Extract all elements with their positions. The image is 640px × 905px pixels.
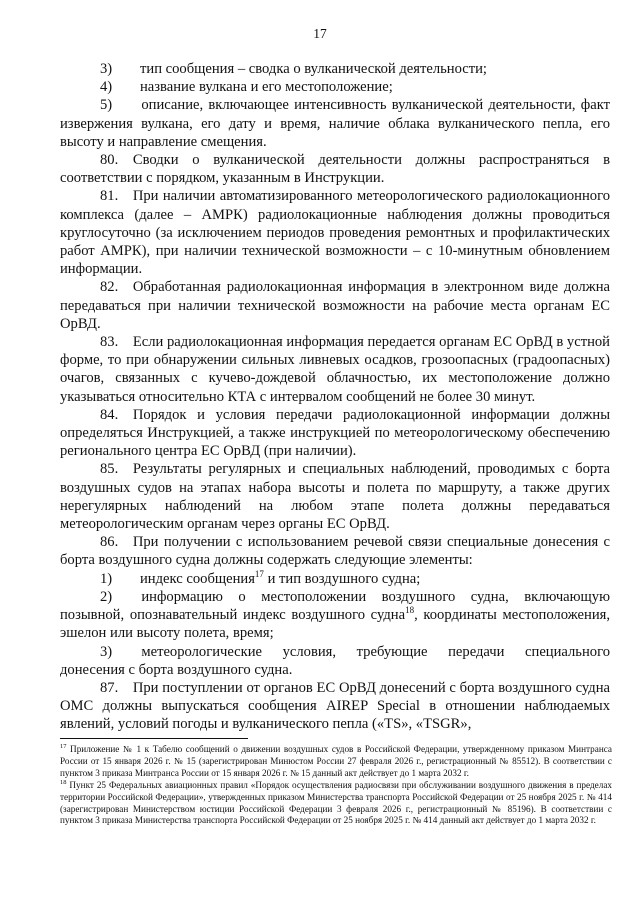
- footnotes: [60, 744, 612, 827]
- list-item: [60, 96, 610, 151]
- paragraph-85: 85. Результаты регулярных и специальных наблюдений, проводимых с борта воздушных судов на этапах набора высоты и полета по маршруту, а также других нерегулярных наблюдений на любом этапе полета должны передаваться метеорологическим органам через органы ЕС ОрВД.: [60, 461, 610, 533]
- footnote-text: Пункт 25 Федеральных авиационных правил «Порядок осуществления радиосвязи при обслуживании воздушного движения в пределах территории Российской Федерации», утвержденных приказом Министерства транспорта Российской Федерации от 25 ноября 2025 г. № 414 (зарегистрирован Министерством юстиции Российской Федерации 3 февраля 2026 г., регистрационный № 85196). В соответствии с пунктом 3 приказа Министерства транспорта Российской Федерации от 25 ноября 2025 г. № 414 данный акт действует до 1 марта 2032 г.: [60, 779, 612, 826]
- footnote-ref[interactable]: 18: [405, 605, 415, 616]
- list-item: [60, 78, 610, 96]
- paragraph-82: 82. Обработанная радиолокационная информация в электронном виде должна передаваться при наличии технической возможности на рабочие места органам ЕС ОрВД.: [60, 279, 610, 332]
- document-body: [60, 60, 610, 734]
- list-number: 3): [100, 643, 113, 660]
- paragraph-84: 84. Порядок и условия передачи радиолокационной информации должны определяться Инструкцией, а также инструкцией по метеорологическому обеспечению регионального центра ЕС ОрВД (при наличии).: [60, 406, 610, 460]
- footnote-text: Приложение № 1 к Табелю сообщений о движении воздушных судов в Российской Федерации, утвержденному приказом Минтранса России от 15 января 2026 г. № 15 (зарегистрирован Минюстом России 27 февраля 2026 г., регистрационный № 85512). В соответствии с пунктом 3 приказа Минтранса России от 15 января 2026 г. № 15 данный акт действует до 1 марта 2032 г.: [60, 744, 612, 778]
- list-number: 5): [100, 97, 113, 114]
- list-item: [60, 570, 610, 588]
- list-number: 3): [100, 61, 113, 77]
- paragraph-83: 83. Если радиолокационная информация передается органам ЕС ОрВД в устной форме, то при обнаружении сильных ливневых осадков, грозоопасных (градоопасных) очагов, связанных с кучево-дождевой облачностью, их местоположение должно указываться относительно КТА с интервалом сообщений не более 30 минут.: [60, 334, 610, 405]
- paragraph-80: 80. Сводки о вулканической деятельности должны распространяться в соответствии с порядком, указанным в Инструкции.: [60, 152, 610, 187]
- list-number: 1): [100, 570, 113, 587]
- footnote: [60, 780, 612, 828]
- list-item: [60, 643, 610, 679]
- list-text: и тип воздушного судна;: [263, 570, 421, 587]
- footnote-mark: 18: [60, 778, 67, 786]
- footnote: [60, 744, 612, 780]
- list-number: 2): [100, 588, 113, 605]
- list-number: 4): [100, 79, 113, 96]
- list-text: индекс сообщения: [140, 570, 255, 587]
- list-text: название вулкана и его местоположение;: [140, 79, 393, 96]
- paragraph-86: 86. При получении с использованием речевой связи специальные донесения с борта воздушного судна должны содержать следующие элементы:: [60, 534, 610, 569]
- list-text: , координаты местоположения, эшелон или высоту полета, время;: [60, 607, 610, 642]
- list-item: [60, 60, 610, 78]
- footnote-ref[interactable]: 17: [254, 568, 264, 579]
- list-text: метеорологические условия, требующие передачи специального донесения с борта воздушного судна.: [60, 643, 610, 678]
- page-number: 17: [313, 26, 327, 41]
- footnote-mark: 17: [60, 742, 67, 750]
- list-text: информацию о местоположении воздушного судна, включающую позывной, опознавательный индекс воздушного судна: [60, 588, 610, 624]
- paragraph-87: 87. При поступлении от органов ЕС ОрВД донесений с борта воздушного судна ОМС должны выпускаться сообщения AIREP Special в отношении наблюдаемых явлений, условий погоды и вулканического пепла («TS», «TSGR»,: [60, 679, 610, 733]
- list-text: тип сообщения – сводка о вулканической деятельности;: [140, 61, 487, 77]
- footnote-separator: [60, 738, 248, 739]
- list-item: [60, 588, 610, 643]
- paragraph-81: 81. При наличии автоматизированного метеорологического радиолокационного комплекса (далее – АМРК) радиолокационные наблюдения должны проводиться круглосуточно (за исключением периодов проведения ремонтных и профилактических работ АМРК), при наличии технической возможности – с 10-минутным обновлением информации.: [60, 188, 610, 278]
- list-text: описание, включающее интенсивность вулканической деятельности, факт извержения вулкана, его дату и время, наличие облака вулканического пепла, его высоту и направление смещения.: [60, 97, 610, 150]
